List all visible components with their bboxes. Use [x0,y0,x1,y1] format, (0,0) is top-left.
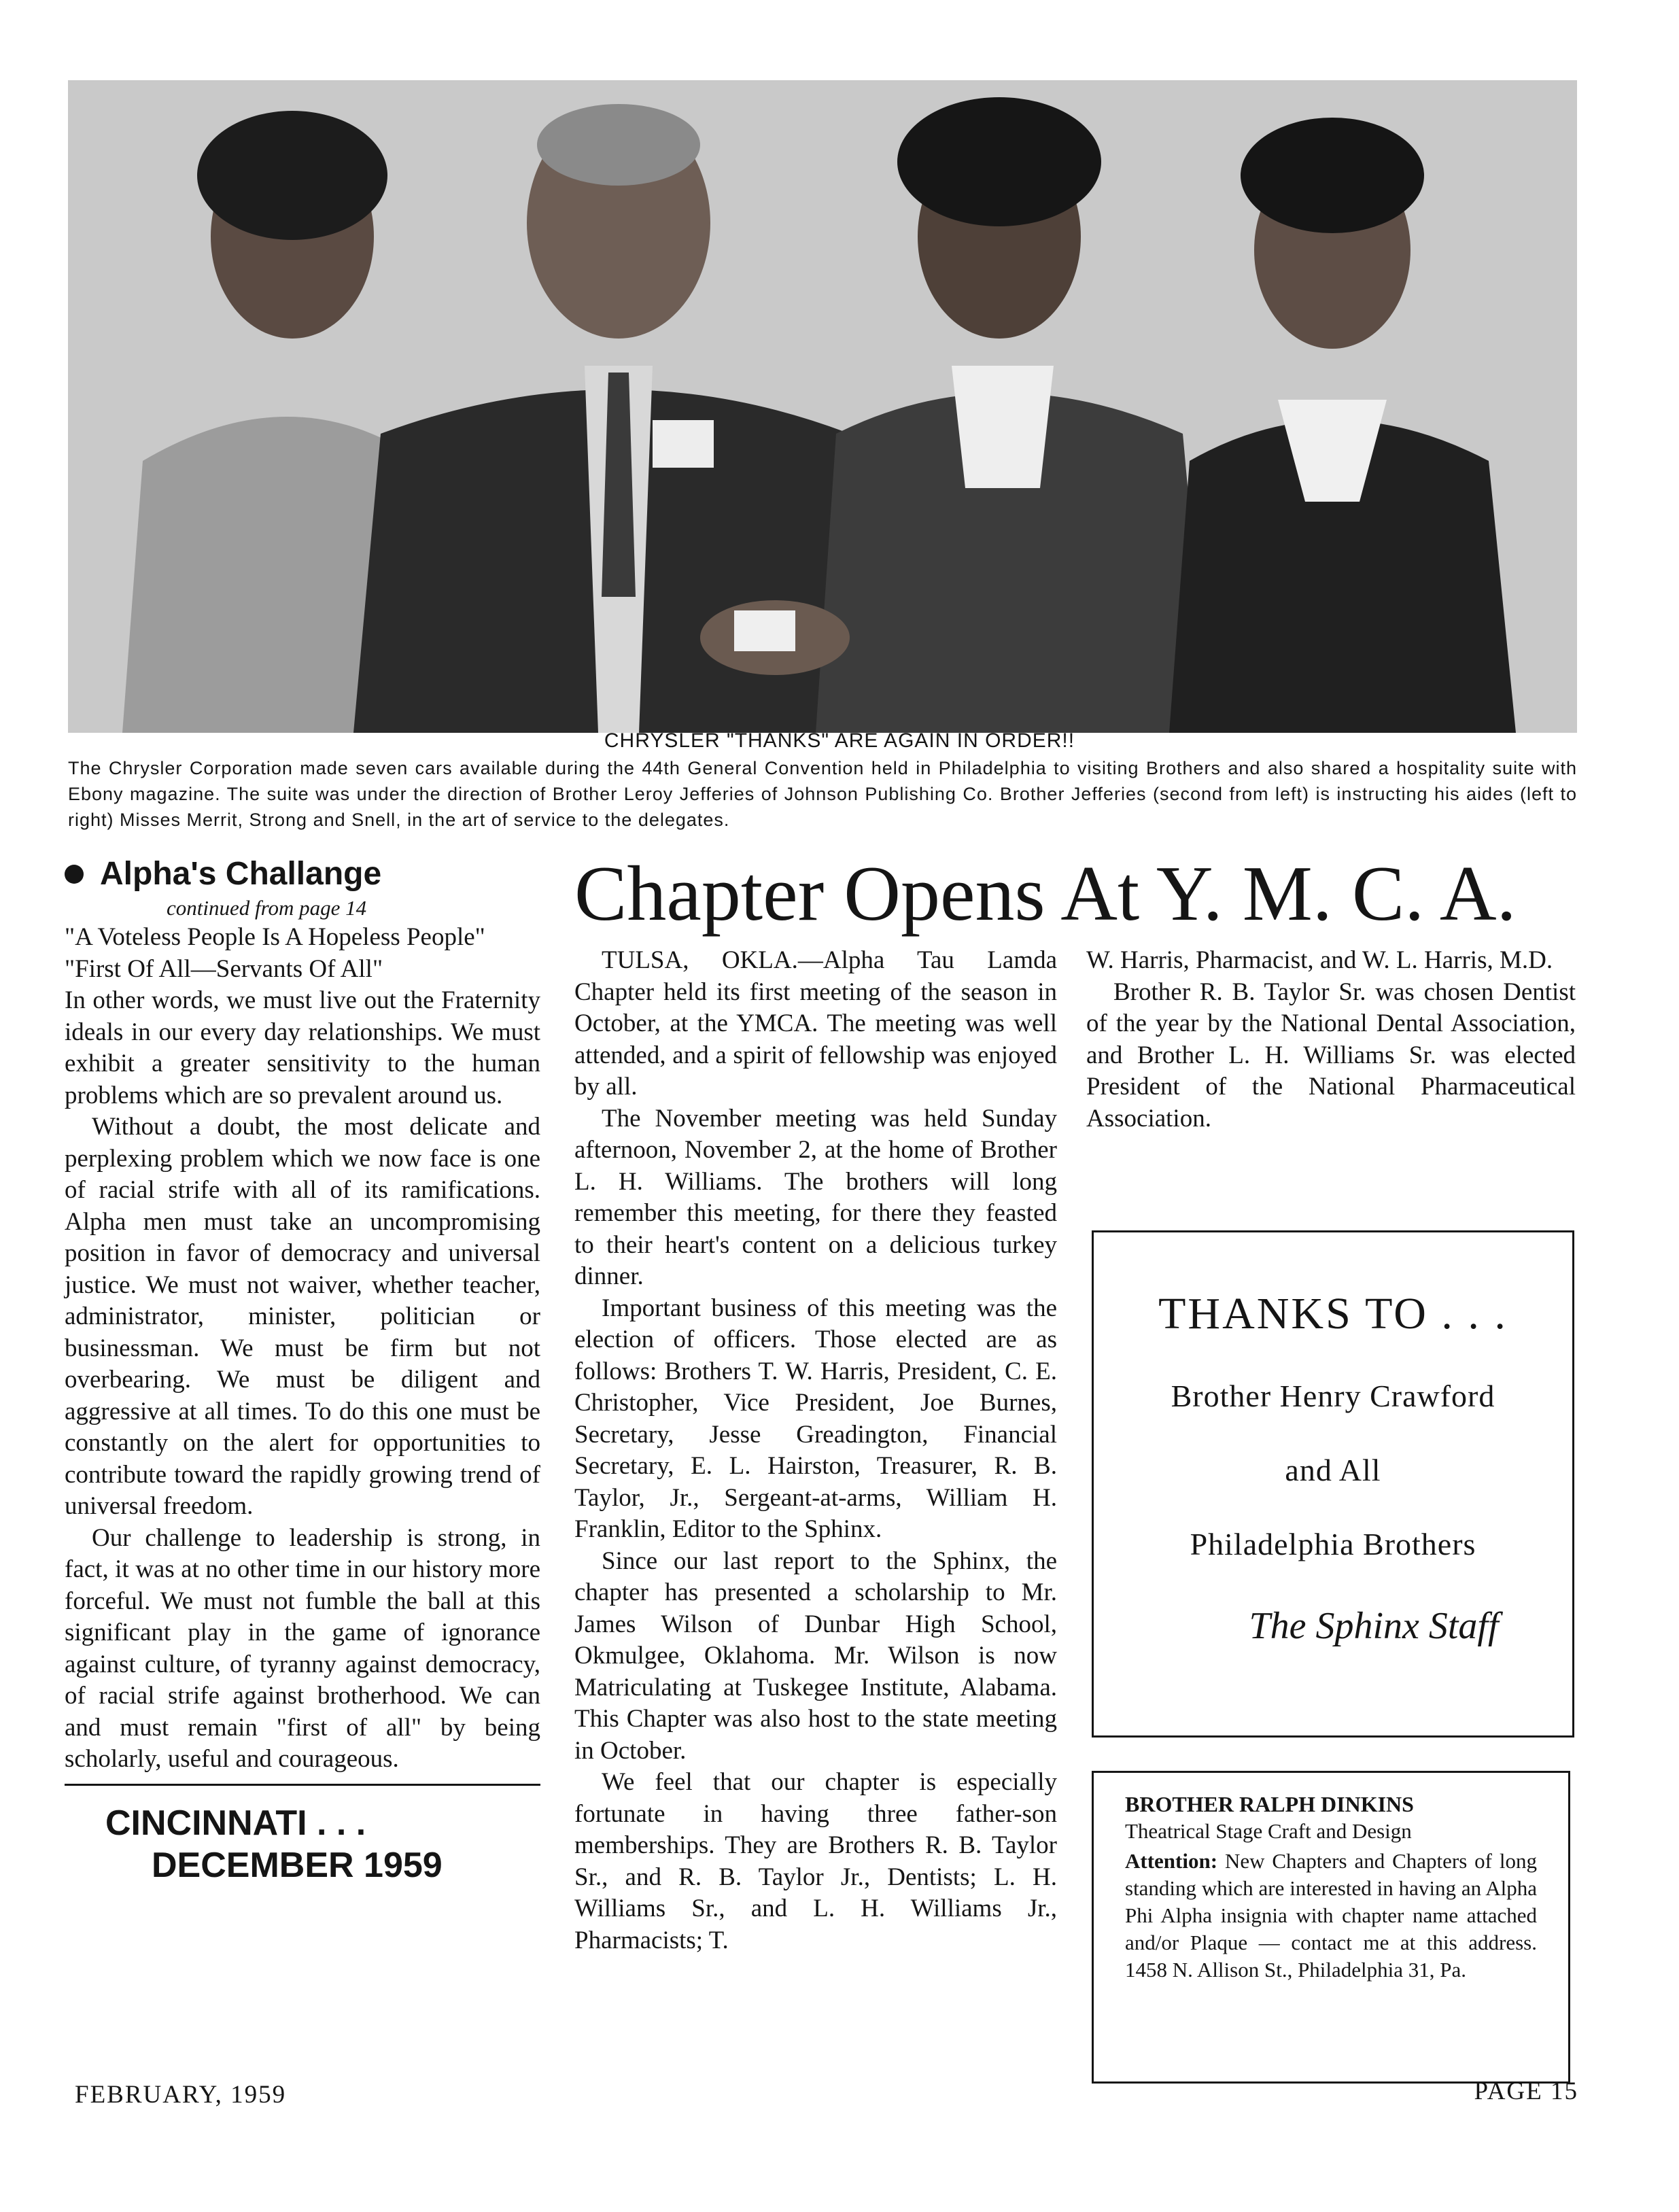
thanks-line-2: and All [1285,1453,1381,1487]
group-photo-illustration [68,80,1577,733]
alpha-paragraph-2: Without a doubt, the most delicate and perplexing problem which we now face is one of racial strife with all of its ramifications. Alpha men must take an uncompromising position in favor of democracy and universal justice. We must not waiver, whether teacher, administrator, minister, politician or businessman. We must be firm but not overbearing. We must be diligent and aggressive at all times. To do this one must be constantly on the alert for opportunities to contribute toward the rapidly growing trend of universal freedom. [65,1113,540,1520]
alpha-paragraph-1: In other words, we must live out the Fraternity ideals in our every day relationships. We must exhibit a greater sensitivity to the human problems which are so prevalent around us. [65,986,540,1109]
thanks-line-1: Brother Henry Crawford [1171,1379,1495,1413]
attention-text: New Chapters and Chapters of long standing which are interested in having an Alpha Phi Alpha insignia with chapter name attached and/or Plaque — contact me at this address. 1458 N. Allison St., Philadelphia 31, Pa. [1125,1849,1537,1982]
chapter-article-column-1 [574,945,1057,1956]
section-divider [65,1784,540,1786]
dinkins-ad [1092,1771,1570,2084]
issue-date: FEBRUARY, 1959 [75,2081,287,2109]
alpha-challenge-article [65,854,540,1886]
quote-voteless: "A Voteless People Is A Hopeless People" [65,923,485,951]
thanks-box [1092,1230,1574,1738]
attention-label: Attention: [1125,1849,1218,1873]
thanks-signature: The Sphinx Staff [1249,1605,1499,1647]
dinkins-name: BROTHER RALPH DINKINS [1125,1792,1414,1816]
photo-caption-title: CHRYSLER "THANKS" ARE AGAIN IN ORDER!! [604,729,1075,752]
chapter-paragraph-1: TULSA, OKLA.—Alpha Tau Lamda Chapter held its first meeting of the season in October, at the YMCA. The meeting was well attended, and a spirit of fellowship was enjoyed by all. [574,946,1057,1101]
chapter-paragraph-3: Important business of this meeting was the election of officers. Those elected are as follows: Brothers T. W. Harris, President, C. E. Christopher, Vice President, Joe Burnes, Secretary, Jesse Greadington, Financial Secretary, E. L. Hairston, Treasurer, R. B. Taylor, Jr., Sergeant-at-arms, William H. Franklin, Editor to the Sphinx. [574,1294,1057,1543]
dinkins-subtitle: Theatrical Stage Craft and Design [1125,1819,1412,1843]
chapter-paragraph-2: The November meeting was held Sunday afternoon, November 2, at the home of Brother L. H. Williams. The brothers will long remember this meeting, for there they feasted to their heart's content on a delicious turkey dinner. [574,1104,1057,1290]
page-number: PAGE 15 [1474,2077,1578,2105]
chapter-article-column-2 [1086,945,1576,1135]
thanks-line-3: Philadelphia Brothers [1190,1527,1476,1561]
continued-note: continued from page 14 [167,896,367,920]
chapter-headline: Chapter Opens At Y. M. C. A. [574,850,1517,937]
thanks-title: THANKS TO . . . [1158,1289,1508,1338]
alpha-paragraph-3: Our challenge to leadership is strong, in fact, it was at no other time in our history more forceful. We must not fumble the ball at this significant play in the game of ignorance against culture, of tyranny against democracy, of racial strife against brotherhood. We can and must remain "first of all" by being scholarly, useful and courageous. [65,1523,540,1773]
alpha-challenge-title: Alpha's Challange [100,856,382,892]
alpha-challenge-heading [65,854,540,895]
quote-first-of-all: "First Of All—Servants Of All" [65,954,383,983]
promo-date: DECEMBER 1959 [152,1845,443,1885]
chapter-paragraph-7: Brother R. B. Taylor Sr. was chosen Dentist of the year by the National Dental Association, and Brother L. H. Williams Sr. was elected President of the National Pharmaceutical Association. [1086,978,1576,1133]
group-photo [68,80,1577,733]
promo-city: CINCINNATI . . . [105,1803,366,1843]
chapter-paragraph-5: We feel that our chapter is especially fortunate in having three father-son memberships. They are Brothers R. B. Taylor Sr., and R. B. Taylor Jr., Dentists; L. H. Williams Sr., and L. H. Williams Jr., Pharmacists; T. [574,1768,1057,1954]
chapter-paragraph-4: Since our last report to the Sphinx, the chapter has presented a scholarship to Mr. James Wilson of Dunbar High School, Okmulgee, Oklahoma. Mr. Wilson is now Matriculating at Tuskegee Institute, Alabama. This Chapter was also host to the state meeting in October. [574,1546,1057,1765]
chapter-paragraph-6: W. Harris, Pharmacist, and W. L. Harris, M.D. [1086,946,1553,974]
photo-caption: The Chrysler Corporation made seven cars available during the 44th General Convention held in Philadelphia to visiting Brothers and also shared a hospitality suite with Ebony magazine. The suite was under the direction of Brother Leroy Jefferies of Johnson Publishing Co. Brother Jefferies (second from left) is instructing his aides (left to right) Misses Merrit, Strong and Snell, in the art of service to the delegates. [68,758,1577,830]
convention-promo [65,1802,540,1886]
bullet-icon [65,865,84,884]
dinkins-body [1125,1848,1537,1984]
